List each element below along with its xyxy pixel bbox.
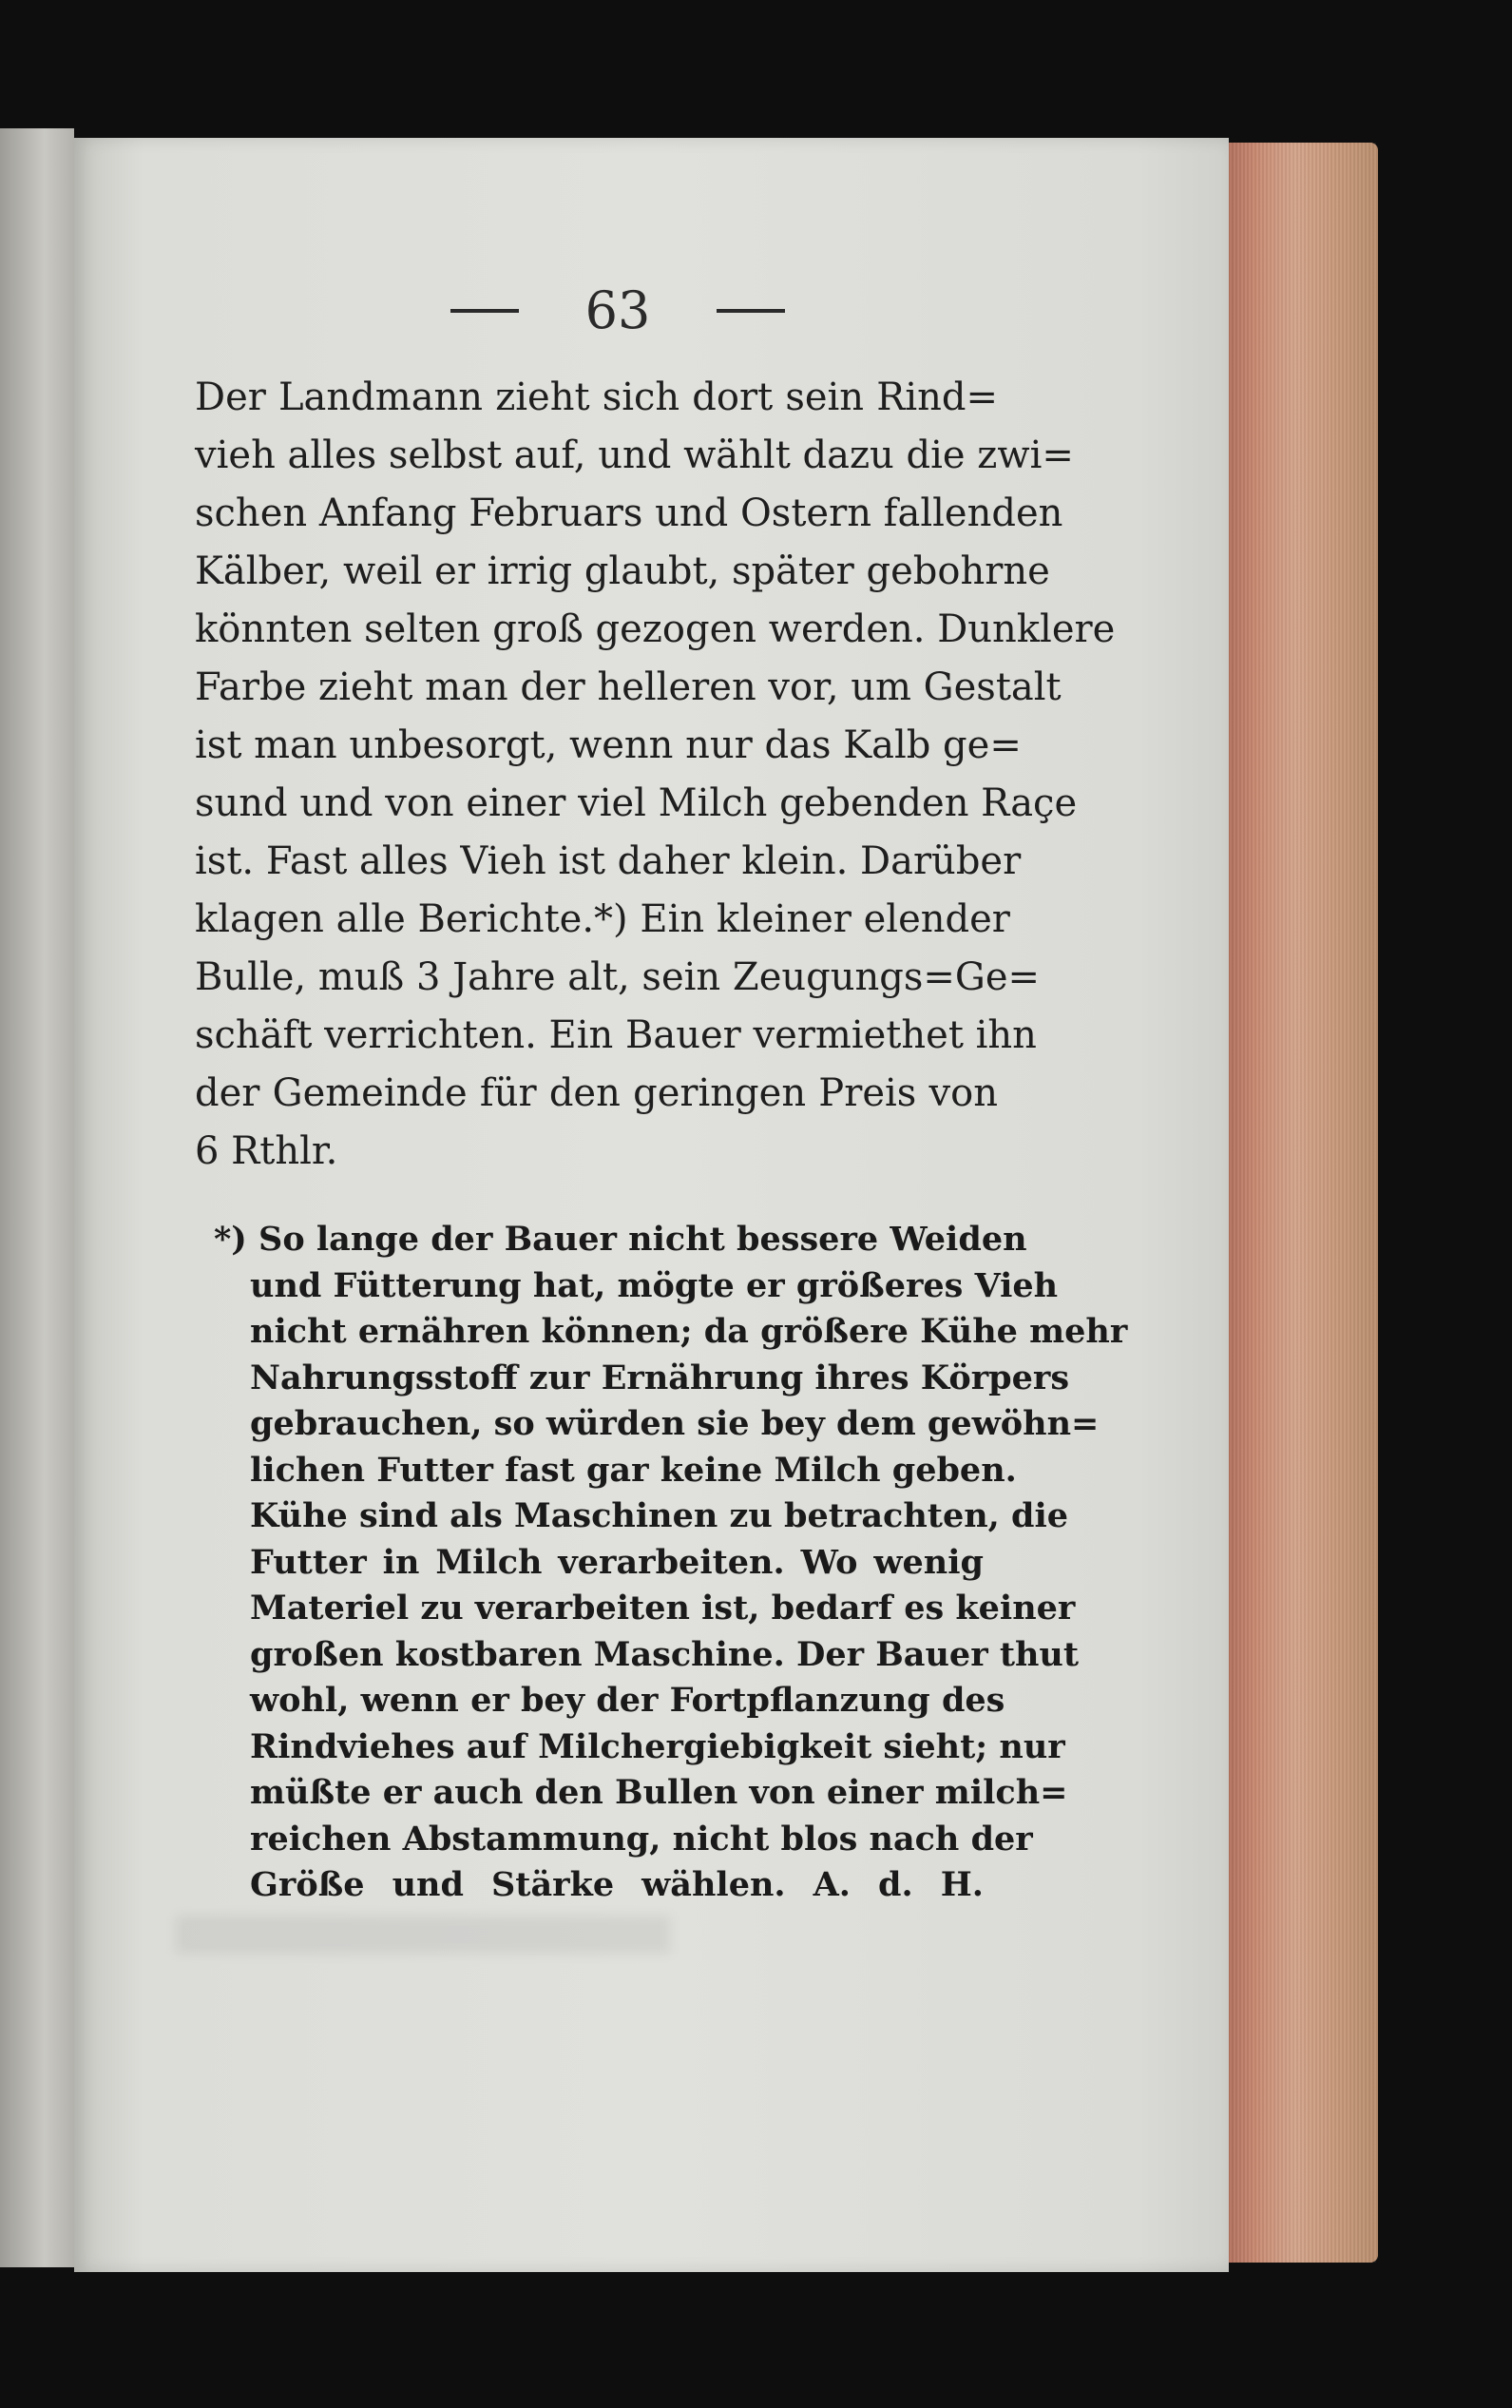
body-line: ist. Fast alles Vieh ist daher klein. Darüber	[195, 839, 1022, 883]
footnote-line: müßte er auch den Bullen von einer milch=	[250, 1773, 1068, 1812]
footnote-line: lichen Futter fast gar keine Milch geben.	[250, 1450, 1017, 1490]
footnote	[214, 1217, 1128, 1909]
body-line: schen Anfang Februars und Ostern fallenden	[195, 491, 1063, 535]
footnote-line: gebrauchen, so würden sie bey dem gewöhn=	[250, 1404, 1100, 1443]
footnote-line: reichen Abstammung, nicht blos nach der	[250, 1819, 1033, 1859]
body-line: ist man unbesorgt, wenn nur das Kalb ge=	[195, 723, 1022, 767]
body-line: Bulle, muß 3 Jahre alt, sein Zeugungs=Ge=	[195, 955, 1041, 999]
body-line: könnten selten groß gezogen werden. Dunklere	[195, 607, 1116, 651]
body-text	[195, 369, 1116, 1181]
footnote-line: Größe und Stärke wählen. A. d. H.	[250, 1865, 984, 1904]
body-line: Der Landmann zieht sich dort sein Rind=	[195, 376, 998, 419]
footnote-line: Kühe sind als Maschinen zu betrachten, die	[250, 1496, 1069, 1535]
body-line: 6 Rthlr.	[195, 1129, 338, 1173]
show-through-shadow	[176, 1916, 670, 1954]
left-page-edge	[0, 128, 74, 2267]
body-line: klagen alle Berichte.*) Ein kleiner elender	[195, 897, 1010, 941]
header-dash-left	[450, 309, 519, 313]
body-line: Farbe zieht man der helleren vor, um Gestalt	[195, 665, 1062, 709]
footnote-line: nicht ernähren können; da größere Kühe mehr	[250, 1312, 1128, 1351]
page-header	[428, 278, 808, 344]
body-line: sund und von einer viel Milch gebenden Raçe	[195, 781, 1078, 825]
body-line: der Gemeinde für den geringen Preis von	[195, 1071, 998, 1115]
book-page-edges	[1226, 143, 1378, 2263]
body-line: schäft verrichten. Ein Bauer vermiethet ihn	[195, 1013, 1037, 1057]
body-line: vieh alles selbst auf, und wählt dazu die zwi=	[195, 433, 1074, 477]
body-line: Kälber, weil er irrig glaubt, später gebohrne	[195, 549, 1050, 593]
footnote-line: Rindviehes auf Milchergiebigkeit sieht; nur	[250, 1726, 1065, 1766]
footnote-line: und Fütterung hat, mögte er größeres Vieh	[250, 1265, 1059, 1305]
footnote-line: wohl, wenn er bey der Fortpflanzung des	[250, 1681, 1005, 1720]
footnote-line: Materiel zu verarbeiten ist, bedarf es keiner	[250, 1589, 1076, 1628]
footnote-line: Nahrungsstoff zur Ernährung ihres Körpers	[250, 1358, 1070, 1397]
page-number: 63	[584, 280, 651, 340]
footnote-line: Futter in Milch verarbeiten. Wo wenig	[250, 1542, 984, 1582]
footnote-line: großen kostbaren Maschine. Der Bauer thut	[250, 1634, 1080, 1674]
header-dash-right	[717, 309, 785, 313]
footnote-line: *) So lange der Bauer nicht bessere Weiden	[214, 1220, 1027, 1259]
